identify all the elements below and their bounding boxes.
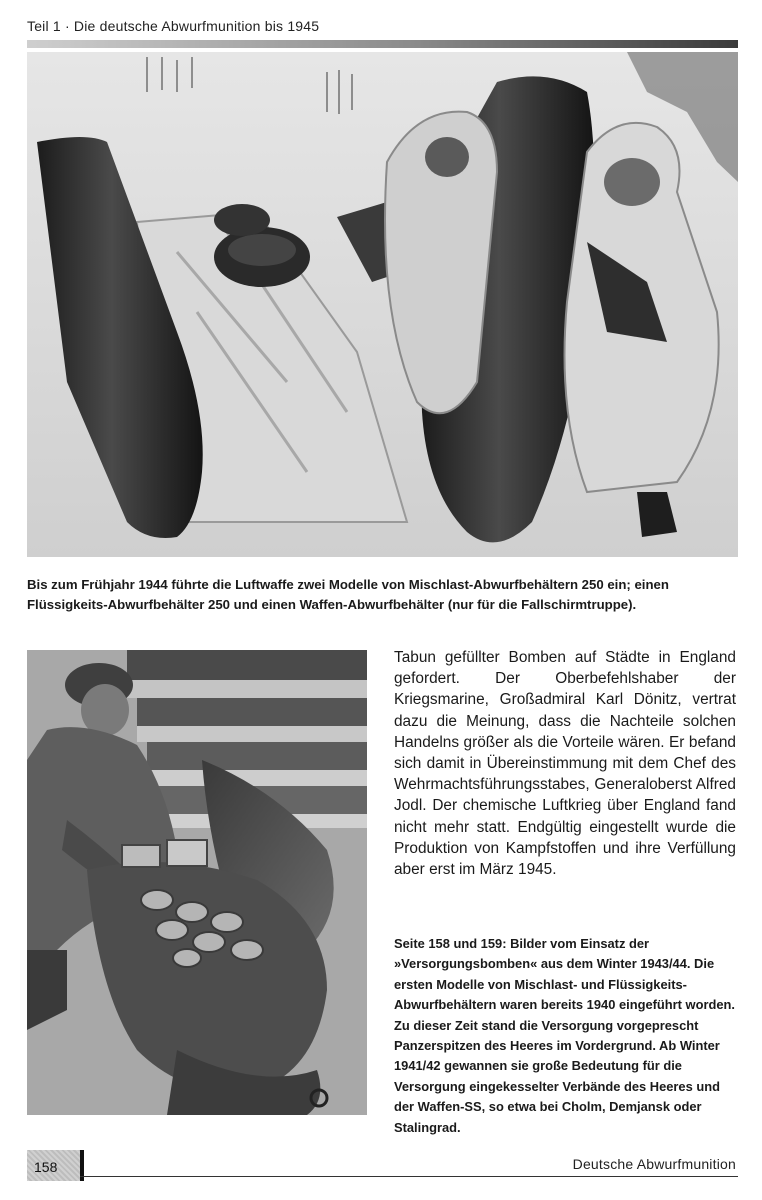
page-number-box — [27, 1150, 84, 1181]
footer-rule — [80, 1176, 738, 1177]
header-bar — [27, 40, 738, 48]
top-photo — [27, 52, 738, 557]
bottom-photo — [27, 650, 367, 1115]
side-caption: Seite 158 und 159: Bilder vom Einsatz der »Versorgungsbomben« aus dem Winter 1943/44. Die ersten Modelle von Mischlast- und Flüssigkeits-Abwurfbehältern waren bereits 1940 eingeführt worden. Zu dieser Zeit stand die Versorgung vorgeprescht Panzerspitzen des Heeres im Vordergrund. Ab Winter 1941/42 gewannen sie große Bedeutung für die Versorgung eingekesselter Verbände des Heeres und der Waffen-SS, so etwa bei Cholm, Demjansk oder Stalingrad. — [394, 936, 735, 1135]
page-number: 158 — [34, 1159, 58, 1175]
top-photo-illustration — [27, 52, 738, 557]
top-photo-caption: Bis zum Frühjahr 1944 führte die Luftwaffe zwei Modelle von Mischlast-Abwurfbehältern 250 ein; einen Flüssigkeits-Abwurfbehälter 250 und einen Waffen-Abwurfbehälter (nur für die Fallschirmtruppe). — [27, 577, 669, 612]
footer-book-title: Deutsche Abwurfmunition — [572, 1156, 736, 1172]
bottom-photo-illustration — [27, 650, 367, 1115]
running-header: Teil 1 · Die deutsche Abwurfmunition bis 1945 — [27, 18, 320, 34]
body-paragraph: Tabun gefüllter Bomben auf Städte in England gefordert. Der Oberbefehlshaber der Kriegsmarine, Großadmiral Karl Dönitz, vertrat dazu die Meinung, dass die Nachteile solchen Handelns größer als die Vorteile wären. Er befand sich damit in Übereinstimmung mit dem Chef des Wehrmachtsführungsstabes, Generaloberst Alfred Jodl. Der chemische Luftkrieg über England fand nicht mehr statt. Endgültig eingestellt wurde die Produktion von Kampfstoffen und ihre Verfüllung aber erst im März 1945. — [394, 649, 736, 879]
